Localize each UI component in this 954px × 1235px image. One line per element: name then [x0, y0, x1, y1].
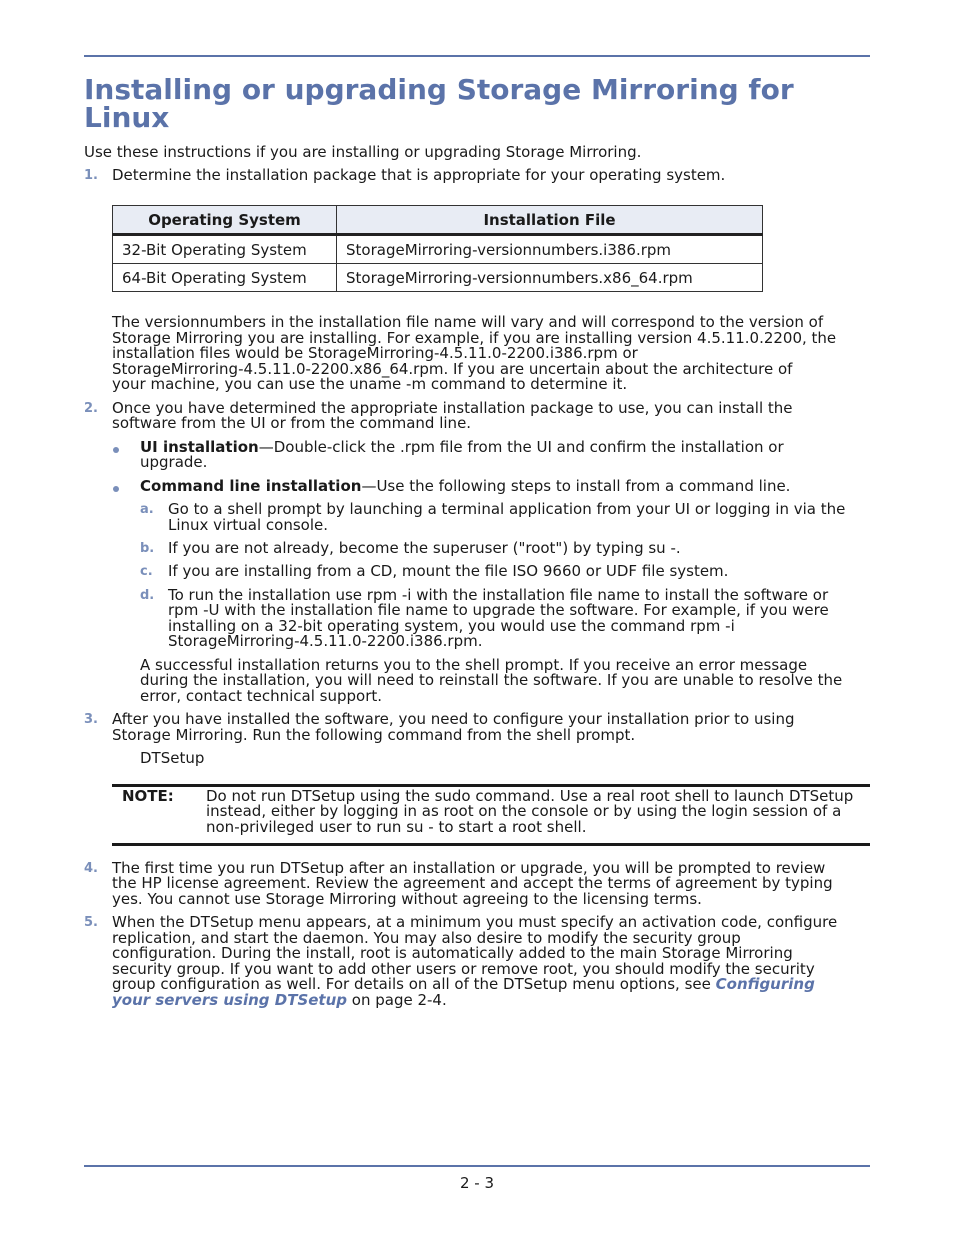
- substep-d-line: To run the installation use rpm -i with the installation file name to install the software or: [168, 586, 829, 604]
- step-5-line: security group. If you want to add other users or remove root, you should modify the security: [112, 960, 815, 978]
- bullet-cmd-label: Command line installation: [140, 477, 362, 495]
- note-line: non-privileged user to run su - to start a root shell.: [206, 818, 587, 836]
- substep-a-line: Linux virtual console.: [168, 516, 328, 534]
- footer-rule: [84, 1165, 870, 1167]
- table-header-os: Operating System: [113, 206, 337, 235]
- step-5-text: group configuration as well. For details on all of the DTSetup menu options, see: [112, 975, 716, 993]
- configuring-link-continued[interactable]: your servers using DTSetup: [112, 991, 348, 1009]
- page-number: 2 - 3: [459, 1174, 495, 1192]
- substep-d-line: rpm -U with the installation file name to upgrade the software. For example, if you were: [168, 601, 829, 619]
- success-line: during the installation, you will need to reinstall the software. If you are unable to resolve the: [140, 671, 843, 689]
- step-5-line: When the DTSetup menu appears, at a minimum you must specify an activation code, configure: [112, 913, 838, 931]
- substep-b-letter: b.: [140, 541, 155, 556]
- step-4-line: the HP license agreement. Review the agreement and accept the terms of agreement by typing: [112, 874, 833, 892]
- step-2-number: 2.: [84, 401, 98, 416]
- bullet-ui-line: upgrade.: [140, 453, 208, 471]
- table-cell: 32-Bit Operating System: [113, 235, 337, 264]
- step-2-line: software from the UI or from the command line.: [112, 414, 472, 432]
- header-rule: [84, 55, 870, 57]
- step-5-line: configuration. During the install, root is automatically added to the main Storage Mirroring: [112, 944, 793, 962]
- substep-d-line: installing on a 32-bit operating system, you would use the command rpm -i: [168, 617, 735, 635]
- step-3-line: Storage Mirroring. Run the following command from the shell prompt.: [112, 726, 636, 744]
- substep-a-letter: a.: [140, 502, 154, 517]
- step-5-number: 5.: [84, 915, 98, 930]
- bullet-dot-icon: [113, 486, 119, 492]
- step-3-command: DTSetup: [140, 749, 205, 767]
- success-line: error, contact technical support.: [140, 687, 383, 705]
- page-title: Installing or upgrading Storage Mirroring for Linux: [84, 73, 794, 134]
- bullet-cmd-text: —Use the following steps to install from a command line.: [361, 477, 791, 495]
- configuring-link[interactable]: Configuring: [715, 975, 815, 993]
- table-row: [113, 235, 763, 264]
- substep-a-line: Go to a shell prompt by launching a terminal application from your UI or logging in via the: [168, 500, 846, 518]
- table-cell: StorageMirroring-versionnumbers.i386.rpm: [337, 235, 763, 264]
- intro-text: Use these instructions if you are installing or upgrading Storage Mirroring.: [84, 143, 642, 161]
- version-note-line: installation files would be StorageMirroring-4.5.11.0-2200.i386.rpm or: [112, 344, 638, 362]
- step-4-line: yes. You cannot use Storage Mirroring without agreeing to the licensing terms.: [112, 890, 702, 908]
- step-3-number: 3.: [84, 712, 98, 727]
- success-line: A successful installation returns you to the shell prompt. If you receive an error message: [140, 656, 808, 674]
- note-bottom-rule: [112, 843, 870, 846]
- bullet-dot-icon: [113, 447, 119, 453]
- installation-table: [112, 205, 763, 292]
- step-5-line: [112, 993, 447, 1009]
- step-4-line: The first time you run DTSetup after an installation or upgrade, you will be prompted to review: [112, 859, 826, 877]
- substep-b-text: If you are not already, become the superuser ("root") by typing su -.: [168, 539, 681, 557]
- step-5-line: replication, and start the daemon. You may also desire to modify the security group: [112, 929, 741, 947]
- note-label: NOTE:: [122, 787, 174, 805]
- step-5-after-link: on page 2-4.: [347, 991, 447, 1009]
- note-line: instead, either by logging in as root on the console or by using the login session of a: [206, 802, 842, 820]
- substep-d-letter: d.: [140, 588, 155, 603]
- substep-c-text: If you are installing from a CD, mount the file ISO 9660 or UDF file system.: [168, 562, 729, 580]
- step-1-text: Determine the installation package that is appropriate for your operating system.: [112, 166, 726, 184]
- version-note-line: StorageMirroring-4.5.11.0-2200.x86_64.rpm. If you are uncertain about the architecture of: [112, 360, 793, 378]
- table-header-file: Installation File: [337, 206, 763, 235]
- note-line: Do not run DTSetup using the sudo command. Use a real root shell to launch DTSetup: [206, 787, 854, 805]
- table-row: [113, 264, 763, 292]
- version-note-line: Storage Mirroring you are installing. For example, if you are installing version 4.5.11.0.2200, the: [112, 329, 837, 347]
- step-4-number: 4.: [84, 861, 98, 876]
- substep-c-letter: c.: [140, 564, 153, 579]
- version-note-line: The versionnumbers in the installation file name will vary and will correspond to the version of: [112, 313, 824, 331]
- substep-d-line: StorageMirroring-4.5.11.0-2200.i386.rpm.: [168, 632, 483, 650]
- bullet-ui-line: [140, 440, 784, 456]
- table-cell: StorageMirroring-versionnumbers.x86_64.rpm: [337, 264, 763, 292]
- bullet-ui-text: —Double-click the .rpm file from the UI and confirm the installation or: [258, 438, 784, 456]
- table-header-row: [113, 206, 763, 235]
- bullet-cmd-line: [140, 479, 790, 495]
- step-2-line: Once you have determined the appropriate installation package to use, you can install the: [112, 399, 793, 417]
- step-3-line: After you have installed the software, you need to configure your installation prior to using: [112, 710, 795, 728]
- bullet-ui-label: UI installation: [140, 438, 259, 456]
- step-1-number: 1.: [84, 168, 98, 183]
- table-cell: 64-Bit Operating System: [113, 264, 337, 292]
- version-note-line: your machine, you can use the uname -m command to determine it.: [112, 375, 628, 393]
